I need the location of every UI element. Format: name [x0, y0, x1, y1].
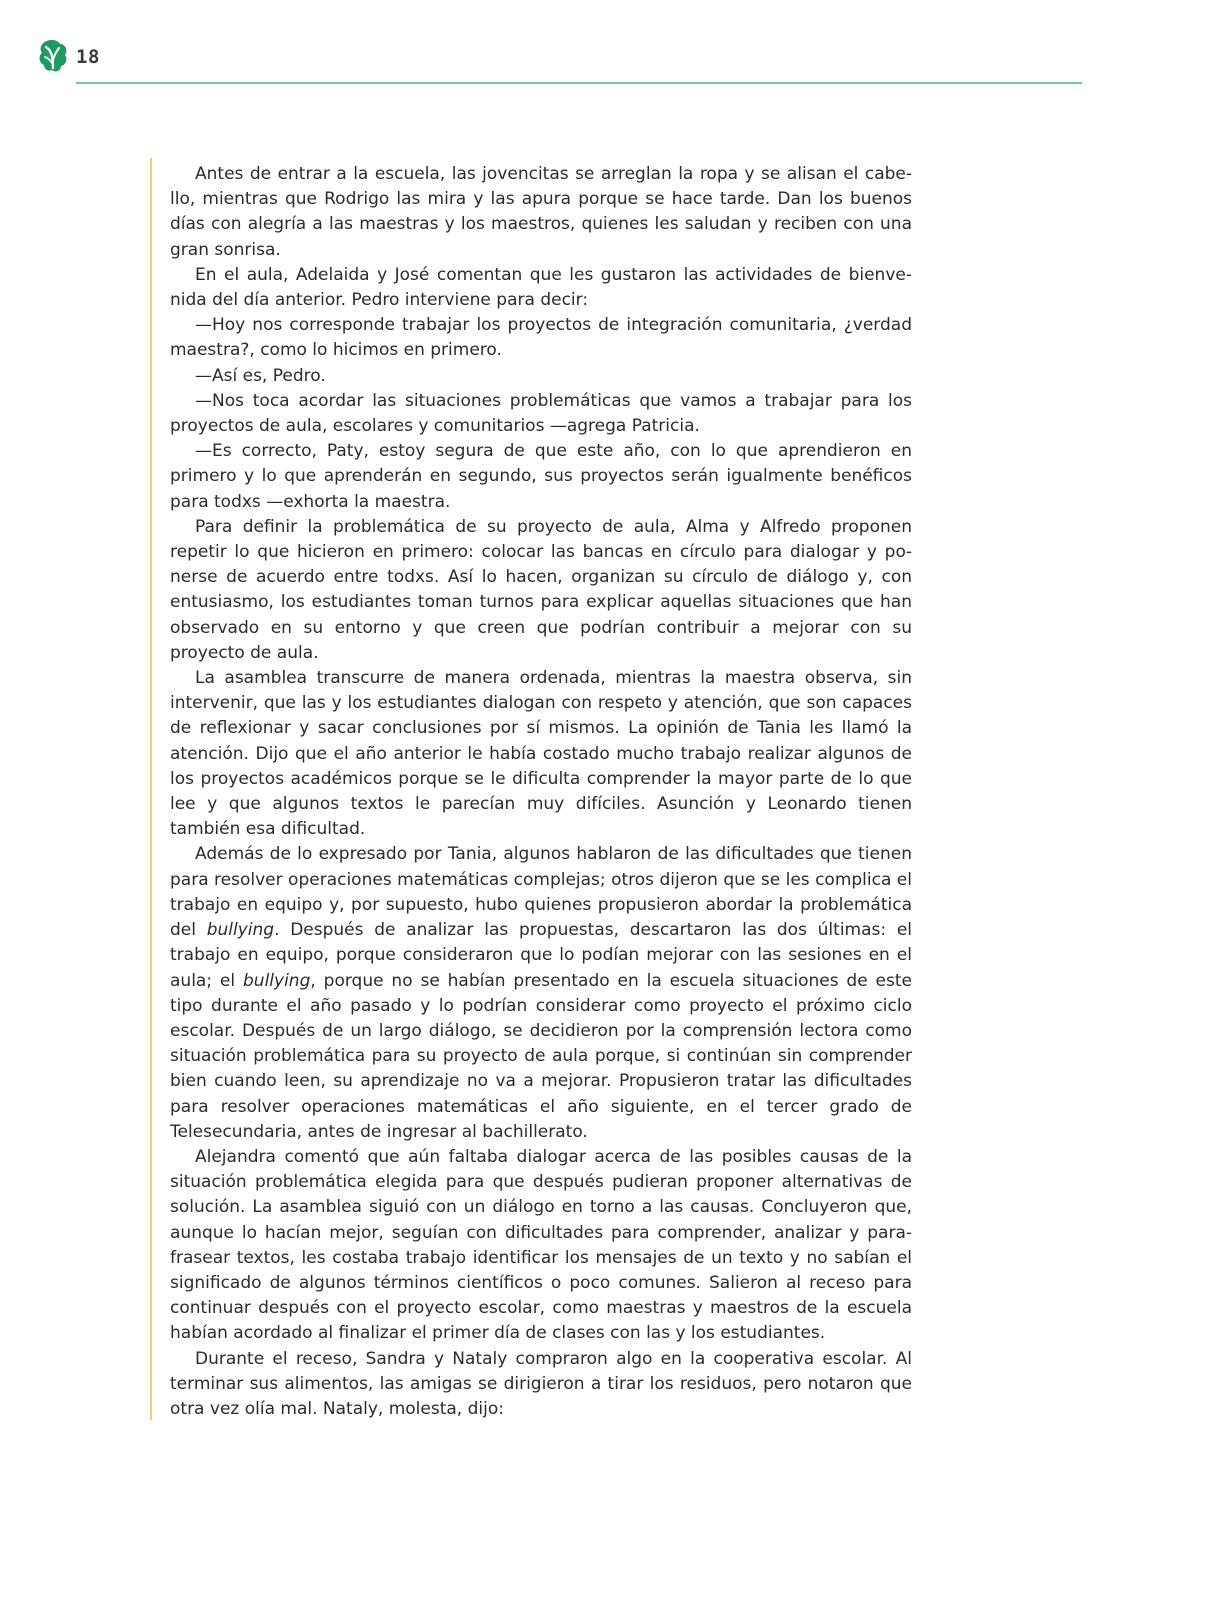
- paragraph: Durante el receso, Sandra y Nataly compraron algo en la cooperativa escolar. Al terminar sus alimentos, las amigas se dirigieron a tirar los residuos, pero notaron que otra vez olía mal. Nataly, molesta, dijo:: [170, 1348, 912, 1419]
- accent-margin-bar: [150, 158, 152, 1420]
- paragraph: En el aula, Adelaida y José comentan que les gustaron las actividades de bienvenida del día anterior. Pedro interviene para decir:: [170, 264, 912, 311]
- paragraph: Para definir la problemática de su proyecto de aula, Alma y Alfredo proponen repetir lo que hicieron en primero: colocar las bancas en círculo para dialogar y ponerse de acuerdo entre todxs. Así lo hacen, organizan su círculo de diálogo y, con entusiasmo, los estudiantes toman turnos para explicar aquellas situaciones que han observado en su entorno y que creen que podrían contribuir a mejorar con su proyecto de aula.: [170, 516, 912, 663]
- dialogue-line: —Nos toca acordar las situaciones problemáticas que vamos a trabajar para los proyectos de aula, escolares y comunitarios —agrega Patricia.: [170, 390, 912, 437]
- paragraph: Alejandra comentó que aún faltaba dialogar acerca de las posibles causas de la situación problemática elegida para que después pudieran proponer alternativas de solución. La asamblea siguió con un diálogo en torno a las causas. Concluyeron que, aunque lo hacían mejor, seguían con dificultades para comprender, analizar y parafrasear textos, les costaba trabajo identificar los mensajes de un texto y no sabían el significado de algunos términos científicos o poco comunes. Salieron al receso para continuar después con el proyecto escolar, como maestras y maestros de la escuela habían acordado al finalizar el primer día de clases con las y los estudiantes.: [170, 1146, 912, 1344]
- italic-term: bullying: [206, 920, 275, 941]
- page-header: [0, 0, 1214, 90]
- italic-term: bullying: [243, 970, 311, 991]
- dialogue-line: —Así es, Pedro.: [195, 365, 326, 386]
- text-run: , porque no se habían presentado en la escuela situaciones de este tipo durante el año pasado y lo podrían considerar como proyecto el próximo ciclo escolar. Después de un largo diálogo, se decidieron por la comprensión lectora como situación problemática para su proyecto de aula porque, si continúan sin comprender bien cuando leen, su aprendizaje no va a mejorar. Propusieron tratar las dificultades para resolver operaciones matemáticas el año siguiente, en el tercer grado de Telesecundaria, antes de ingresar al bachillerato.: [170, 970, 912, 1142]
- text-run: Además de lo expresado por Tania, algunos hablaron de las dificultades que tienen para resolver operaciones matemáticas complejas; otros dijeron que se les complica el trabajo en equipo y, por supuesto, hubo quienes propusieron abordar la problemática del: [170, 844, 912, 941]
- paragraph: [170, 842, 912, 1144]
- narrative-text: [170, 162, 912, 1422]
- dialogue-line: —Hoy nos corresponde trabajar los proyectos de integración comunitaria, ¿verdad maestra?, como lo hicimos en primero.: [170, 315, 912, 361]
- header-divider: [76, 82, 1082, 84]
- paragraph: La asamblea transcurre de manera ordenada, mientras la maestra observa, sin intervenir, que las y los estudiantes dialogan con respeto y atención, que son capaces de reflexionar y sacar conclusiones por sí mismos. La opinión de Tania les llamó la atención. Dijo que el año anterior le había costado mucho trabajo realizar algunos de los proyectos académicos porque se le dificulta comprender la mayor parte de lo que lee y que algunos textos le parecían muy difíciles. Asunción y Leonardo tienen también esa dificultad.: [170, 668, 912, 840]
- text-run: . Después de analizar las propuestas, descartaron las dos últimas: el trabajo en equipo, porque consideraron que lo podían mejorar con las sesiones en el aula; el: [170, 920, 912, 991]
- page-number: 18: [76, 46, 100, 68]
- paragraph: Antes de entrar a la escuela, las jovencitas se arreglan la ropa y se alisan el cabello, mientras que Rodrigo las mira y las apura porque se hace tarde. Dan los buenos días con alegría a las maestras y los maestros, quienes les saludan y reciben con una gran sonrisa.: [170, 164, 912, 260]
- green-leaf-logo-icon: [37, 38, 69, 74]
- dialogue-line: —Es correcto, Paty, estoy segura de que este año, con lo que aprendieron en primero y lo que aprenderán en segundo, sus proyectos serán igualmente benéficos para todxs —exhorta la maestra.: [170, 441, 912, 512]
